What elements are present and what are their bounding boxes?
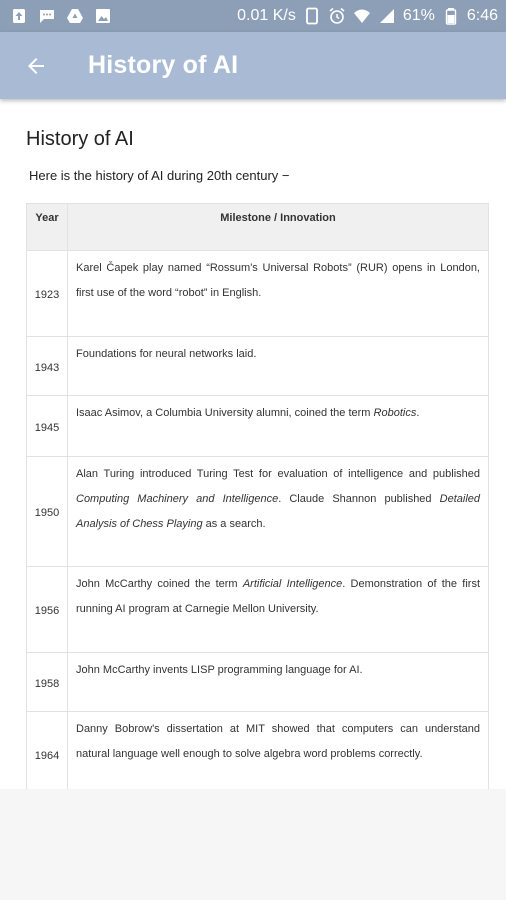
battery-percent: 61% (402, 7, 435, 24)
text-run: Foundations for neural networks laid. (76, 348, 257, 360)
row-milestone (68, 567, 489, 653)
image-icon (94, 7, 112, 25)
row-milestone (68, 251, 489, 337)
notification-icons (10, 7, 112, 25)
app-bar-title: History of AI (88, 51, 239, 79)
row-milestone (68, 337, 489, 396)
table-row (27, 457, 489, 567)
arrow-back-icon (24, 54, 48, 78)
table-row (27, 337, 489, 396)
message-icon (38, 7, 56, 25)
article-content (0, 99, 506, 789)
wifi-icon (353, 7, 371, 25)
text-run: . (416, 407, 420, 419)
italic-text: Artificial Intelligence (242, 578, 343, 590)
text-run: Karel Čapek play named “Rossum's Universal Robots” (RUR) opens in London, first use of the word “robot” in English. (76, 262, 480, 299)
italic-text: Detailed Analysis of Chess Playing (76, 493, 480, 530)
page-title: History of AI (26, 128, 134, 150)
alarm-icon (328, 7, 346, 25)
text-run: John McCarthy coined the term (76, 578, 243, 590)
text-run: John McCarthy invents LISP programming language for AI. (76, 664, 363, 676)
row-year: 1923 (27, 251, 68, 337)
row-milestone (68, 396, 489, 457)
battery-icon (442, 7, 460, 25)
text-run: as a search. (202, 518, 266, 530)
table-header-row (27, 204, 489, 251)
intro-text: Here is the history of AI during 20th century − (29, 168, 290, 183)
status-bar (0, 0, 506, 32)
phone-icon (303, 7, 321, 25)
row-year: 1964 (27, 712, 68, 790)
app-bar (0, 32, 506, 99)
text-run: Isaac Asimov, a Columbia University alumni, coined the term (76, 407, 374, 419)
table-row (27, 712, 489, 790)
table-row (27, 251, 489, 337)
row-milestone (68, 712, 489, 790)
italic-text: Computing Machinery and Intelligence (76, 493, 279, 505)
text-run: . Demonstration of the first running AI program at Carnegie Mellon University. (76, 578, 480, 615)
row-year: 1958 (27, 653, 68, 712)
row-year: 1945 (27, 396, 68, 457)
net-speed: 0.01 K/s (237, 7, 296, 24)
text-run: . Claude Shannon published (278, 493, 440, 505)
text-run: Danny Bobrow's dissertation at MIT showed that computers can understand natural language well enough to solve algebra word problems correctly. (76, 723, 480, 760)
row-year: 1943 (27, 337, 68, 396)
table-row (27, 653, 489, 712)
italic-text: Robotics (373, 407, 417, 419)
row-year: 1956 (27, 567, 68, 653)
upload-icon (10, 7, 28, 25)
system-status (237, 7, 498, 25)
header-milestone: Milestone / Innovation (68, 204, 489, 251)
table-row (27, 567, 489, 653)
table-row (27, 396, 489, 457)
history-table (26, 203, 489, 789)
text-run: Alan Turing introduced Turing Test for evaluation of intelligence and published (76, 468, 480, 480)
row-milestone (68, 653, 489, 712)
signal-icon (378, 7, 396, 25)
back-button[interactable] (14, 44, 58, 88)
header-year: Year (27, 204, 68, 251)
row-year: 1950 (27, 457, 68, 567)
clock: 6:46 (466, 7, 498, 24)
drive-icon (66, 7, 84, 25)
row-milestone (68, 457, 489, 567)
blank-area (0, 789, 506, 900)
